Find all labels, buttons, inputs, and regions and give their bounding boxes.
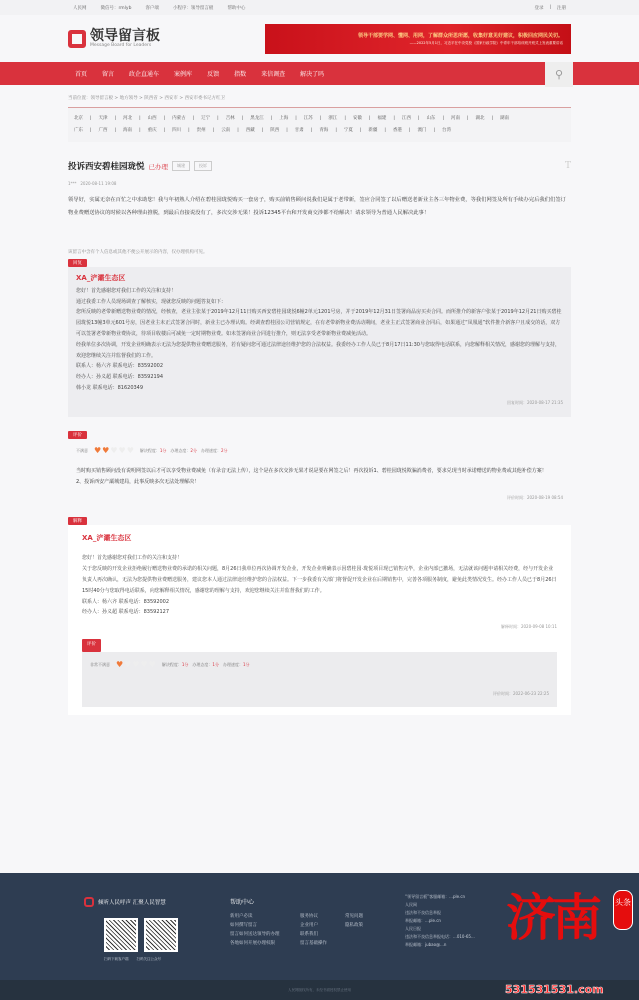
evaluation-tag-2: 评价: [82, 639, 101, 652]
help-link[interactable]: 如何撰写留言: [230, 923, 257, 928]
breadcrumb: 当前位置：领导留言板 > 地方领导 > 陕西省 > 西安市 > 西安市委书记方红卫: [68, 85, 571, 108]
help-link[interactable]: 联系我们: [300, 932, 318, 937]
province-link[interactable]: 甘肃: [294, 128, 304, 133]
province-link[interactable]: 吉林: [225, 116, 235, 121]
separator: |: [417, 116, 420, 121]
metric-value: 2分: [220, 447, 228, 453]
page-title: 投诉西安碧桂园珑悦: [68, 162, 145, 172]
search-icon: ⚲: [554, 68, 564, 81]
separator: |: [217, 116, 219, 121]
separator: |: [163, 128, 166, 133]
help-link[interactable]: 企业用户: [300, 923, 318, 928]
privacy-notice: 该留言中含有个人信息或其他不便公开展示的内容，仅办理机构可见。: [68, 250, 208, 255]
contact-line: 举报邮箱：jubao@...n: [405, 942, 447, 947]
separator: |: [241, 116, 244, 121]
help-link[interactable]: 新用户必读: [230, 914, 253, 919]
type-tag[interactable]: 投诉: [194, 161, 212, 171]
province-link[interactable]: 湖北: [475, 116, 485, 121]
separator: |: [335, 128, 337, 133]
reply-line: 经我单位多次协调，开发企业明确表示无法为您提供物业费赠送服务，若有疑问您可通过法律途径维护您的合法权益。我委经办工作人员已于8月17日11:30与您取得电话联系，向您解释相关情况，感谢您的理解与支持，欢迎您继续关注并监督我们的工作。: [76, 341, 560, 359]
separator: |: [295, 116, 297, 121]
reply-line: 关于您反映的开发企业拒绝履行赠送物业费的承诺的相关问题，8月26日我单位再次协调开发企业，开发企业明确表示因碧桂园·珑悦项目现已销售完毕，企业内部已撤场，无法就该问题申请相关经费，经与开发企业负责人再次确认，无法为您提供物业费赠送服务，建议您本人通过法律途径维护您的合法权益。下一步我委有关部门将督促开发企业在后期销售中，完善各项服务制度，避免此类情况发生。经办工作人员已于8月26日15时40分与您取得电话联系，向您解释相关情况，感谢您的理解与支持，欢迎您继续关注并监督我们的工作。: [82, 566, 557, 594]
reply-line: 联系人：杨六齐 联系电话：83592002: [76, 363, 164, 370]
heart-icon: ♥: [140, 659, 148, 669]
watermark-logo: 济南: [506, 888, 598, 947]
separator: |: [408, 128, 411, 133]
evaluation-box: [68, 439, 571, 509]
province-link[interactable]: 重庆: [147, 128, 157, 133]
reply-line: 通过我委工作人员现场调查了解核实，现就您反映的问题答复如下：: [76, 298, 227, 305]
contact-line: “领导留言板”客服邮箱：...ple.cn: [405, 894, 466, 899]
evaluation-box-2: [82, 652, 557, 708]
separator: |: [114, 128, 117, 133]
separator: |: [310, 128, 313, 133]
logo-title: 领导留言板: [90, 28, 160, 44]
province-link[interactable]: 四川: [172, 128, 182, 133]
heart-icon: ♥: [116, 659, 124, 669]
top-bar: [0, 0, 639, 15]
font-size-icon[interactable]: T: [564, 161, 571, 171]
status-badge: 已办理: [148, 162, 169, 171]
province-link[interactable]: 台湾: [441, 128, 451, 133]
main-nav: [0, 62, 639, 85]
province-link[interactable]: 新疆: [368, 128, 378, 133]
heart-icon: ♥: [124, 659, 132, 669]
metric-label: 办理速度：: [200, 447, 221, 453]
post-body: 领导好，实属无奈在百忙之中求助您！我与年初熟人介绍在碧桂园珑悦购买一套房子，购买前销售顾问说我们是属于老带新，签应合同签了以后赠送老新业主各三年物业费，等我们网签及所有手续办完后我们们签订物业费赠送协议的时候以各种理由推脱，到最后直接说没有了，多次交涉无果！投诉12345平台和开发商交涉都不给解决！请求领导为普通人民解决此事！: [68, 197, 566, 216]
province-link[interactable]: 贵州: [196, 128, 206, 133]
qr-code-wechat: [144, 918, 178, 952]
evaluation-time: 评价时间：2020-08-19 08:54: [506, 494, 563, 500]
reply-line: 您所反映的老带新赠送物业费的情况，经核查，老业主张某于2019年12月11日购买西安碧桂园珑悦6幢2单元1201号房，并于2019年12月31日签署商品房买卖合同。而所推介的新客户张某于2019年12月21日购买碧桂园珑悦13幢3单元601号房，因老业主未正式签署合同时，新业主已办理认购。经调查碧桂园公司营销规定，在有老带新物业费活动期间，老业主正式签署商业合同后，如果通过“凤凰通”软件推介新客户且成交的话，双方可以签署老带新物业费协议，待项目收楼后可减免一定时期物业费。如未签署商业合同进行推介，则无法享受老带新物业费减免活动。: [76, 309, 562, 337]
help-link[interactable]: 常见问题: [345, 914, 363, 919]
reply-time: 回复时间：2020-08-17 21:35: [506, 399, 563, 405]
metric-label: 解决程度：: [161, 661, 182, 667]
metric-value: 1分: [181, 661, 189, 667]
province-link[interactable]: 山东: [426, 116, 436, 121]
help-title: 帮助中心: [230, 899, 255, 906]
heart-icon: ♥: [102, 445, 110, 455]
separator: |: [188, 128, 190, 133]
separator: |: [344, 116, 346, 121]
help-link[interactable]: 隐私政策: [345, 923, 363, 928]
evaluation-tag: 评价: [68, 431, 87, 439]
province-link[interactable]: 黑龙江: [250, 116, 264, 121]
heart-icon: ♥: [110, 445, 118, 455]
separator: |: [368, 116, 371, 121]
separator: |: [212, 128, 215, 133]
reply-org: XA_浐灞生态区: [76, 274, 126, 282]
nav-solved[interactable]: 解决了吗: [300, 71, 325, 78]
footer-slogan: 倾听人民呼声 汇聚人民智慧: [98, 900, 166, 906]
metric-value: 1分: [212, 661, 219, 667]
province-link[interactable]: 湖南: [500, 116, 510, 121]
province-link[interactable]: 上海: [279, 116, 289, 121]
post-meta: [68, 181, 571, 186]
province-link[interactable]: 广西: [98, 128, 108, 133]
province-link[interactable]: 内蒙古: [172, 116, 186, 121]
contact-line: 违法和不良信息举报: [405, 910, 441, 915]
explain-tag: 解释: [68, 517, 87, 525]
separator: |: [90, 116, 92, 121]
link-wechat[interactable]: 微信号：rmlyb: [100, 5, 132, 11]
separator: |: [549, 4, 551, 10]
province-link[interactable]: 陕西: [270, 128, 280, 133]
post-date: 2020-08-11 19:08: [80, 181, 117, 186]
separator: |: [466, 116, 469, 121]
login-link[interactable]: 登录: [534, 5, 544, 11]
province-link[interactable]: 香港: [392, 128, 402, 133]
province-list: [68, 108, 571, 142]
reply-line: 您好！首先感谢您对我们工作的关注和支持！: [82, 555, 183, 562]
help-link[interactable]: 各地如何开展办理权限: [230, 941, 275, 946]
qr-label-app: 扫码下载客户端: [104, 957, 129, 961]
province-link[interactable]: 北京: [74, 116, 83, 121]
link-help[interactable]: 帮助中心: [227, 5, 246, 11]
separator: |: [433, 128, 435, 133]
logo-icon: [68, 30, 86, 48]
separator: |: [359, 128, 362, 133]
reply-line: 经办人：孙义超 联系电话：83592194: [76, 374, 164, 381]
evaluation-line: 当时购买销售顾问没有说明网签以后才可以享受物业费减免（有录音无法上传），这个是在多次交涉无果才说是要在网签之后！再次投诉1、碧桂园珑悦欺骗消费者，要求兑现当时承诺赠送的物业费或其他补偿方案！: [76, 467, 547, 474]
metric-label: 办理速度：: [222, 661, 243, 667]
metric-label: 解决程度：: [139, 447, 160, 453]
separator: |: [261, 128, 264, 133]
heart-icon: ♥: [118, 445, 126, 455]
evaluation-time-2: 评价时间：2022-06-23 22:25: [492, 690, 549, 696]
category-tag[interactable]: 城建: [172, 161, 190, 171]
qr-code-app: [104, 918, 138, 952]
province-link[interactable]: 山西: [147, 116, 157, 121]
separator: |: [491, 116, 494, 121]
header: [0, 15, 639, 62]
explain-time: 解释时间：2020-09-08 10:11: [500, 624, 557, 630]
contact-line: 违法和不良信息举报电话：...010-65...: [405, 934, 475, 939]
nav-home[interactable]: 首页: [75, 71, 88, 78]
separator: |: [114, 116, 117, 121]
explain-box: [68, 525, 571, 716]
province-link[interactable]: 海南: [123, 128, 133, 133]
metric-label: 办理态度：: [192, 661, 213, 667]
separator: |: [393, 116, 395, 121]
province-link[interactable]: 河南: [450, 116, 460, 121]
reply-box: [68, 267, 571, 417]
metric-value: 1分: [159, 447, 167, 453]
nav-feedback[interactable]: 反馈: [207, 71, 220, 78]
nav-message[interactable]: 留言: [102, 71, 115, 78]
reply-line: 韩小龙 联系电话：81620349: [76, 384, 144, 391]
province-link[interactable]: 澳门: [417, 128, 427, 133]
watermark-badge: 头条: [613, 890, 633, 930]
province-link[interactable]: 西藏: [245, 128, 255, 133]
satisfaction: 不满意: [76, 447, 88, 453]
separator: |: [286, 128, 288, 133]
separator: |: [192, 116, 195, 121]
help-link[interactable]: 留言如何送达领导的办理: [230, 932, 280, 937]
separator: |: [90, 128, 92, 133]
separator: |: [163, 116, 166, 121]
copyright: 人民网版权所有，未经书面授权禁止使用: [0, 980, 639, 1000]
banner-main: 领导干部要学网、懂网、用网，了解群众所思所愿，收集好意见好建议，积极回应网民关切。: [357, 32, 563, 39]
evaluation-line: 2、投诉西安产灞城建局，此事反映多次无法处理解决！: [76, 478, 200, 485]
heart-icon: ♥: [94, 445, 102, 455]
link-people[interactable]: 人民网: [73, 5, 87, 11]
separator: |: [270, 116, 273, 121]
rating-hearts-2: [116, 660, 156, 671]
reply-line: 经办人：孙义超 联系电话：83592127: [82, 609, 170, 616]
reply-line: 您好！首先感谢您对我们工作的关注和支持！: [76, 287, 177, 294]
logo[interactable]: [68, 29, 160, 48]
banner[interactable]: [265, 24, 571, 54]
register-link[interactable]: 注册: [557, 5, 566, 11]
province-link[interactable]: 浙江: [328, 116, 338, 121]
explain-org: XA_浐灞生态区: [82, 533, 132, 542]
help-link[interactable]: 服务协议: [300, 914, 318, 919]
contact-line: 人民网: [405, 902, 417, 907]
link-miniprogram[interactable]: 小程序：领导留言板: [172, 5, 214, 11]
province-link[interactable]: 安徽: [352, 116, 362, 121]
separator: |: [384, 128, 386, 133]
separator: |: [442, 116, 444, 121]
province-link[interactable]: 福建: [377, 116, 387, 121]
heart-icon: ♥: [132, 659, 140, 669]
reply-tag: 回复: [68, 259, 87, 267]
contact-line: 人民日报: [405, 926, 421, 931]
search-button[interactable]: [545, 62, 573, 87]
province-link[interactable]: 辽宁: [201, 116, 211, 121]
logo-subtitle: Message Board for Leaders: [90, 43, 152, 48]
nav-cases[interactable]: 案例库: [174, 71, 193, 78]
reply-line: 联系人：杨六齐 联系电话：83592002: [82, 598, 170, 605]
help-link[interactable]: 留言基础操作: [300, 941, 327, 946]
province-link[interactable]: 天津: [98, 116, 108, 121]
watermark-url: 531531531.com: [505, 983, 604, 996]
province-link[interactable]: 青海: [319, 128, 329, 133]
banner-sub: ——2022年5月1日，习近平在中央党校（国家行政学院）中青年干部培训班开班式上发表重要讲话: [409, 40, 563, 45]
province-link[interactable]: 江苏: [303, 116, 313, 121]
satisfaction-2: 非常不满意: [90, 661, 110, 667]
nav-enterprise[interactable]: 政企直通车: [129, 71, 160, 78]
separator: |: [319, 116, 322, 121]
province-link[interactable]: 河北: [123, 116, 133, 121]
heart-icon: ♥: [126, 445, 134, 455]
province-link[interactable]: 云南: [221, 128, 231, 133]
separator: |: [237, 128, 239, 133]
link-app[interactable]: 客户端: [145, 5, 159, 11]
author: 1***: [68, 181, 77, 186]
metric-label: 办理态度：: [170, 447, 191, 453]
province-link[interactable]: 江西: [401, 116, 411, 121]
contact-line: 举报邮箱：...ple.cn: [405, 918, 441, 923]
heart-icon: ♥: [148, 659, 156, 669]
nav-survey[interactable]: 来信调查: [261, 71, 286, 78]
nav-index[interactable]: 指数: [234, 71, 247, 78]
qr-label-wechat: 扫码关注公众号: [136, 957, 161, 961]
province-link[interactable]: 宁夏: [343, 128, 353, 133]
metric-value: 1分: [242, 661, 250, 667]
separator: |: [139, 116, 141, 121]
separator: |: [139, 128, 141, 133]
rating-hearts: [94, 445, 134, 456]
footer-logo-icon: [84, 897, 94, 907]
metric-value: 2分: [190, 447, 197, 453]
province-link[interactable]: 广东: [74, 128, 83, 133]
